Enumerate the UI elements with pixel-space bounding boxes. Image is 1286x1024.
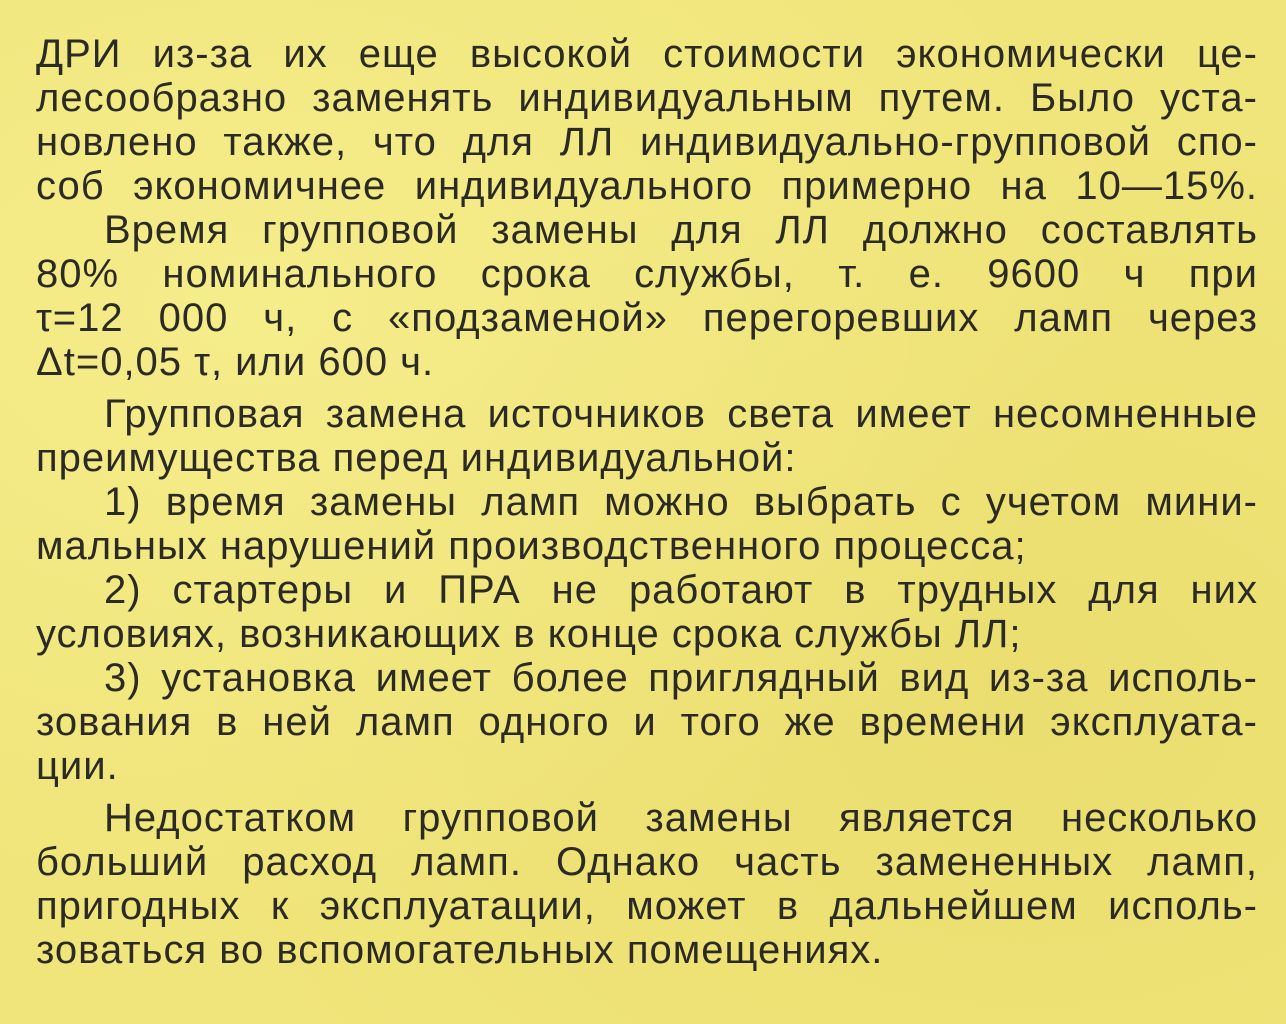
paragraph [36, 796, 1258, 972]
body-text [36, 32, 1258, 972]
paragraph [36, 392, 1258, 480]
paragraph [36, 480, 1258, 568]
text-line: ции. [36, 744, 119, 788]
text-line: Групповая замена источников света имеет несомненные [104, 392, 1258, 436]
text-line: лесообразно заменять индивидуальным путем. Было уста- [36, 76, 1258, 120]
text-line: ДРИ из-за их еще высокой стоимости экономически це- [36, 32, 1258, 76]
paragraph [36, 32, 1258, 208]
text-line: Недостатком групповой замены является несколько [104, 796, 1258, 840]
text-line: 2) стартеры и ПРА не работают в трудных для них [104, 568, 1258, 612]
text-line: Время групповой замены для ЛЛ должно составлять [104, 208, 1258, 252]
text-line: 80% номинального срока службы, т. е. 9600 ч при [36, 252, 1258, 296]
text-line: условиях, возникающих в конце срока службы ЛЛ; [36, 612, 1022, 656]
text-line: новлено также, что для ЛЛ индивидуально-групповой спо- [36, 120, 1258, 164]
text-line: соб экономичнее индивидуального примерно на 10—15%. [36, 164, 1258, 208]
text-line: 3) установка имеет более приглядный вид из-за исполь- [104, 656, 1258, 700]
text-line: Δt=0,05 τ, или 600 ч. [36, 340, 435, 384]
text-line: больший расход ламп. Однако часть замененных ламп, [36, 840, 1258, 884]
text-line: мальных нарушений производственного процесса; [36, 524, 1027, 568]
text-line: τ=12 000 ч, с «подзаменой» перегоревших ламп через [36, 296, 1258, 340]
text-line: пригодных к эксплуатации, может в дальнейшем исполь- [36, 884, 1258, 928]
text-line: зоваться во вспомогательных помещениях. [36, 928, 884, 972]
paragraph [36, 208, 1258, 384]
text-line: зования в ней ламп одного и того же времени эксплуата- [36, 700, 1258, 744]
text-line: 1) время замены ламп можно выбрать с учетом мини- [104, 480, 1258, 524]
text-line: преимущества перед индивидуальной: [36, 436, 797, 480]
paragraph [36, 568, 1258, 656]
paragraph [36, 656, 1258, 788]
